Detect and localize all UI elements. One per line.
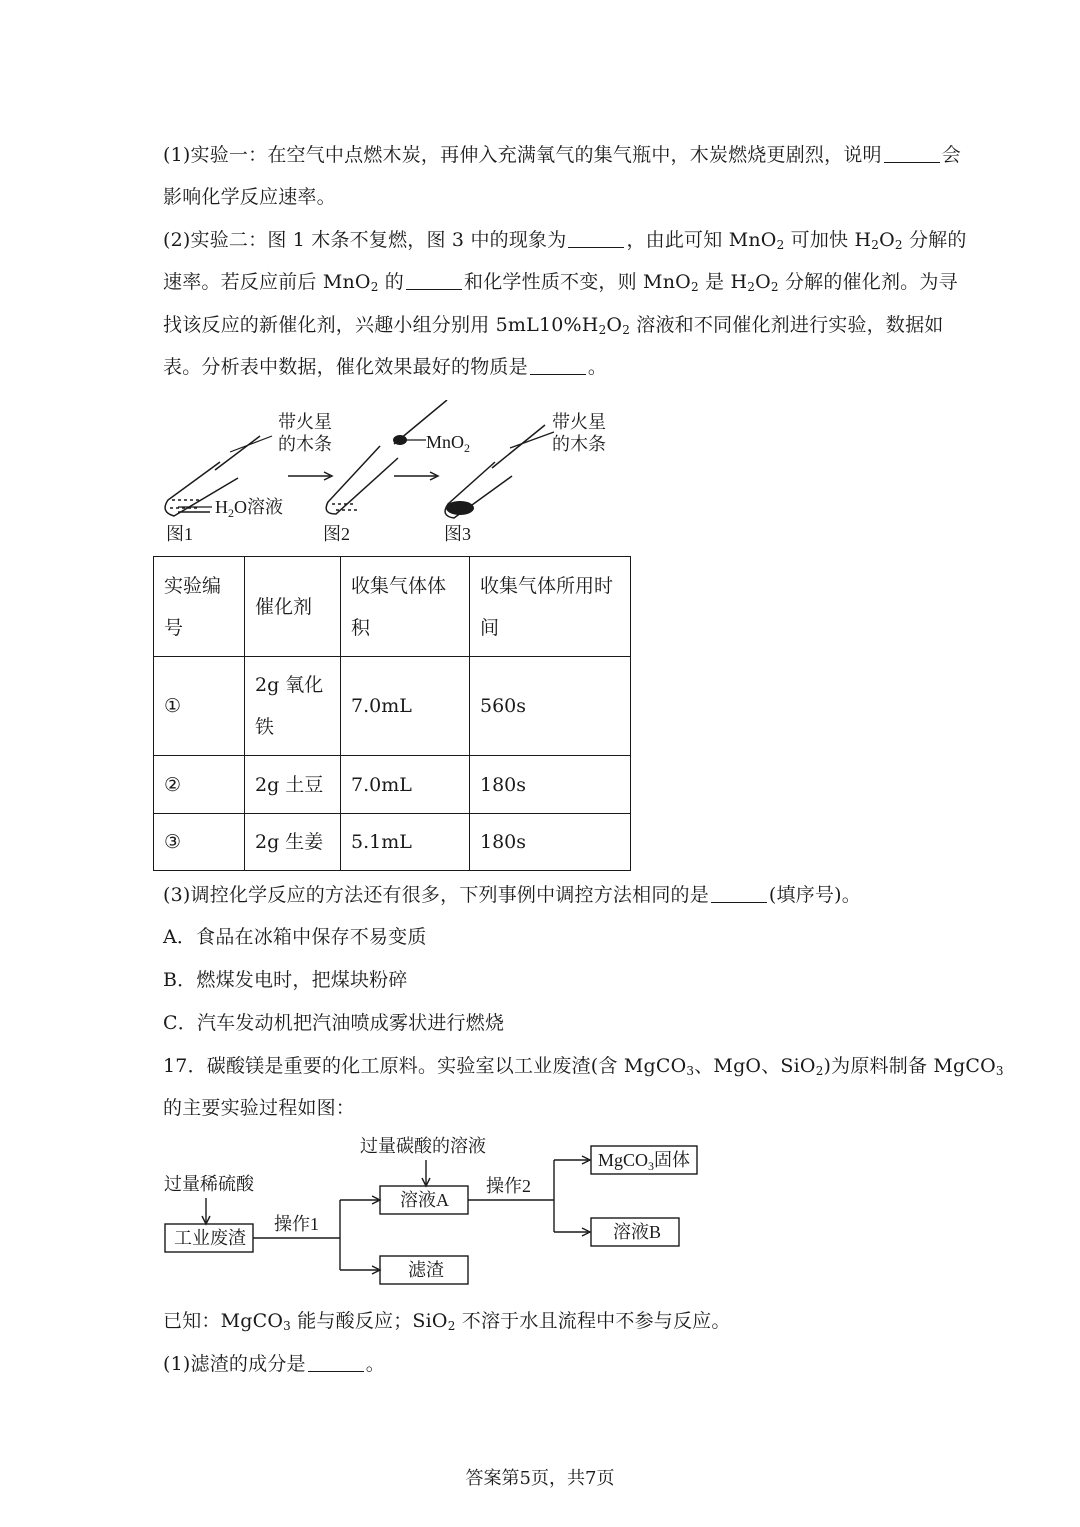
cell-volume: 7.0mL bbox=[341, 657, 470, 756]
subscript: 2 bbox=[370, 280, 379, 294]
flow-op2-label: 操作2 bbox=[486, 1176, 531, 1196]
option-c: C．汽车发动机把汽油喷成雾状进行燃烧 bbox=[163, 1012, 505, 1034]
flow-solid-label: MgCO$_3$固体 bbox=[598, 1150, 691, 1173]
option-a: A．食品在冰箱中保存不易变质 bbox=[163, 926, 427, 948]
subscript: 2 bbox=[447, 1319, 456, 1333]
flow-acid-label: 过量稀硫酸 bbox=[164, 1174, 254, 1194]
text: 速率。若反应前后 MnO bbox=[163, 271, 371, 293]
cell-id: ① bbox=[154, 657, 245, 756]
flow-carbonate-label: 过量碳酸的溶液 bbox=[360, 1136, 486, 1156]
flow-solB-label: 溶液B bbox=[613, 1222, 662, 1242]
cell-catalyst: 2g 氧化 铁 bbox=[245, 657, 341, 756]
table-header-row bbox=[154, 557, 631, 657]
cell-id: ② bbox=[154, 756, 245, 814]
tube-2 bbox=[326, 400, 447, 514]
catalyst-table bbox=[153, 556, 631, 871]
cell-id: ③ bbox=[154, 814, 245, 871]
exp1-text-tail: 会 bbox=[941, 144, 961, 166]
label-mno2: MnO$_2$ bbox=[426, 432, 471, 455]
cell-catalyst: 2g 土豆 bbox=[245, 756, 341, 814]
text: 可加快 H bbox=[784, 229, 872, 251]
text: 不溶于水且流程中不参与反应。 bbox=[455, 1310, 731, 1332]
label-spark-1: 带火星 bbox=[278, 412, 332, 432]
text: 溶液和不同催化剂进行实验，数据如 bbox=[630, 314, 944, 336]
exp1-line1 bbox=[163, 140, 961, 167]
q17-line1 bbox=[163, 1051, 1004, 1078]
header-cell: 实验编 号 bbox=[154, 557, 245, 657]
exp1-text: (1)实验一：在空气中点燃木炭，再伸入充满氧气的集气瓶中，木炭燃烧更剧烈，说明 bbox=[163, 144, 882, 166]
text: O bbox=[606, 314, 623, 336]
text: 和化学性质不变，则 MnO bbox=[464, 271, 691, 293]
table-row bbox=[154, 814, 631, 871]
exp2-line1 bbox=[163, 225, 967, 252]
tube-3-bubbles bbox=[446, 501, 474, 515]
text: 找该反应的新催化剂，兴趣小组分别用 5mL10%H bbox=[163, 314, 599, 336]
text: 已知：MgCO bbox=[163, 1310, 284, 1332]
fig1-caption: 图1 bbox=[166, 524, 193, 544]
process-flowchart bbox=[160, 1130, 720, 1290]
label-spark-2: 带火星 bbox=[552, 412, 606, 432]
header-cell: 收集气体体 积 bbox=[341, 557, 470, 657]
label-h2o2: $H_2O$溶液 bbox=[215, 497, 283, 520]
text: 17．碳酸镁是重要的化工原料。实验室以工业废渣(含 MgCO bbox=[163, 1055, 687, 1077]
text: 、MgO、SiO bbox=[694, 1055, 816, 1077]
cell-time: 560s bbox=[470, 657, 631, 756]
cell-time: 180s bbox=[470, 814, 631, 871]
answer-blank[interactable] bbox=[711, 884, 767, 903]
subscript: 2 bbox=[776, 238, 785, 252]
answer-blank[interactable] bbox=[568, 229, 624, 248]
text: (2)实验二：图 1 木条不复燃，图 3 中的现象为 bbox=[163, 229, 567, 251]
flow-residue-label: 滤渣 bbox=[408, 1260, 444, 1280]
subscript: 2 bbox=[770, 280, 779, 294]
subscript: 2 bbox=[894, 238, 903, 252]
subscript: 2 bbox=[815, 1064, 824, 1078]
exp2-line4 bbox=[163, 352, 607, 379]
cell-volume: 7.0mL bbox=[341, 756, 470, 814]
exp1-line2: 影响化学反应速率。 bbox=[163, 186, 336, 208]
subscript: 2 bbox=[871, 238, 880, 252]
subscript: 2 bbox=[598, 323, 607, 337]
q17-line2: 的主要实验过程如图： bbox=[163, 1097, 356, 1119]
exp2-line3 bbox=[163, 310, 943, 337]
flow-op1-label: 操作1 bbox=[274, 1214, 319, 1234]
subscript: 2 bbox=[690, 280, 699, 294]
text: )为原料制备 MgCO bbox=[823, 1055, 996, 1077]
subscript: 3 bbox=[283, 1319, 291, 1333]
exp3-stem bbox=[163, 880, 861, 907]
text: 。 bbox=[365, 1353, 385, 1375]
label-stick-1: 的木条 bbox=[278, 434, 332, 454]
cell-volume: 5.1mL bbox=[341, 814, 470, 871]
text: O bbox=[879, 229, 895, 251]
text: 能与酸反应；SiO bbox=[290, 1310, 448, 1332]
cell-time: 180s bbox=[470, 756, 631, 814]
text: 的 bbox=[378, 271, 405, 293]
subscript: 3 bbox=[995, 1064, 1004, 1078]
text: 是 H bbox=[698, 271, 748, 293]
flow-waste-label: 工业废渣 bbox=[174, 1228, 246, 1248]
answer-blank[interactable] bbox=[884, 144, 940, 163]
option-b: B．燃煤发电时，把煤块粉碎 bbox=[163, 969, 408, 991]
label-stick-2: 的木条 bbox=[552, 434, 606, 454]
subscript: 2 bbox=[747, 280, 756, 294]
header-cell: 催化剂 bbox=[245, 557, 341, 657]
header-cell: 收集气体所用时 间 bbox=[470, 557, 631, 657]
arrow-1 bbox=[288, 472, 332, 480]
subscript: 2 bbox=[622, 323, 631, 337]
text: O bbox=[755, 271, 771, 293]
exp2-line2 bbox=[163, 267, 958, 294]
q17-1-line bbox=[163, 1349, 385, 1376]
test-tube-figure bbox=[160, 400, 630, 550]
arrow-2 bbox=[394, 472, 438, 480]
text: (1)滤渣的成分是 bbox=[163, 1353, 306, 1375]
text: ，由此可知 MnO bbox=[626, 229, 777, 251]
text: (填序号)。 bbox=[768, 884, 861, 906]
text: 表。分析表中数据，催化效果最好的物质是 bbox=[163, 356, 528, 378]
subscript: 3 bbox=[686, 1064, 695, 1078]
text: (3)调控化学反应的方法还有很多，下列事例中调控方法相同的是 bbox=[163, 884, 709, 906]
fig3-caption: 图3 bbox=[444, 524, 471, 544]
text: 。 bbox=[587, 356, 608, 378]
page-footer: 答案第5页，共7页 bbox=[465, 1468, 615, 1489]
fig2-caption: 图2 bbox=[323, 524, 350, 544]
table-row bbox=[154, 756, 631, 814]
table-row bbox=[154, 657, 631, 756]
text: 分解的 bbox=[902, 229, 967, 251]
answer-blank[interactable] bbox=[406, 271, 462, 290]
cell-catalyst: 2g 生姜 bbox=[245, 814, 341, 871]
text: 分解的催化剂。为寻 bbox=[778, 271, 958, 293]
answer-blank[interactable] bbox=[530, 356, 586, 375]
flow-solA-label: 溶液A bbox=[400, 1190, 449, 1210]
answer-blank[interactable] bbox=[308, 1353, 364, 1372]
known-line bbox=[163, 1306, 731, 1333]
